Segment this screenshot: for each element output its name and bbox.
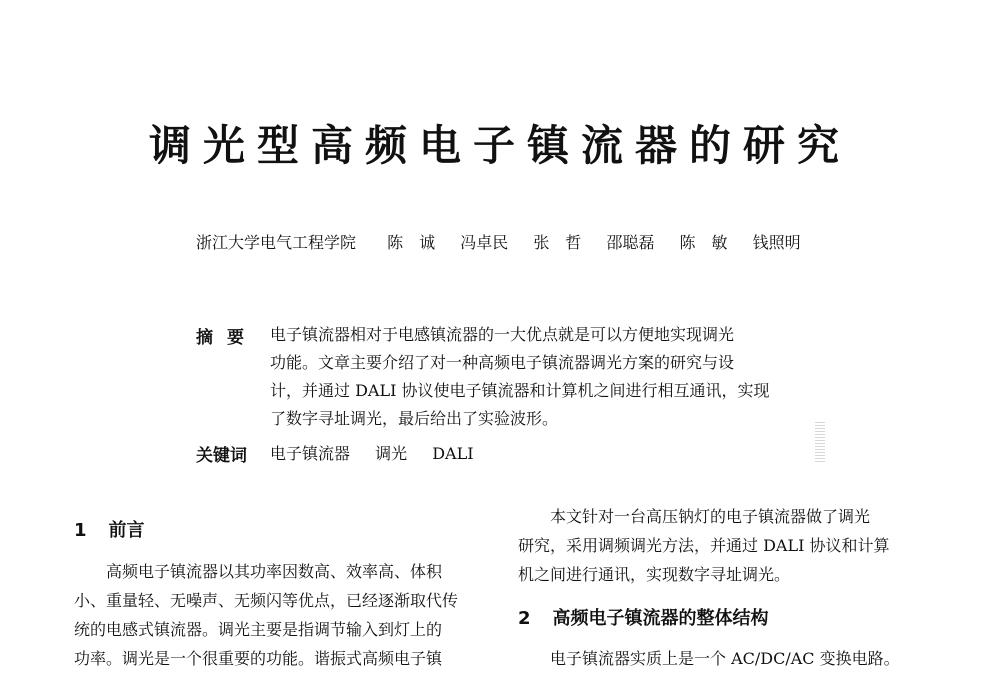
keyword: 电子镇流器 bbox=[270, 444, 351, 463]
section-1-heading bbox=[74, 516, 145, 542]
author-name: 钱照明 bbox=[752, 233, 801, 252]
section-title: 前言 bbox=[108, 520, 145, 541]
body-line: 小、重量轻、无噪声、无频闪等优点，已经逐渐取代传 bbox=[74, 591, 459, 610]
author-name: 陈 诚 bbox=[387, 233, 436, 252]
section-1-body bbox=[74, 557, 482, 673]
abstract-line: 功能。文章主要介绍了对一种高频电子镇流器调光方案的研究与设 bbox=[270, 353, 735, 372]
author-name: 邵聪磊 bbox=[606, 233, 655, 252]
section-2-heading bbox=[518, 604, 769, 630]
author-line bbox=[196, 232, 821, 254]
abstract-text bbox=[270, 321, 810, 433]
body-line: 研究，采用调频调光方法，并通过 DALI 协议和计算 bbox=[518, 536, 890, 555]
keyword: 调光 bbox=[375, 444, 408, 463]
author-name: 冯卓民 bbox=[460, 233, 509, 252]
keywords-label: 关键词 bbox=[196, 446, 247, 466]
body-line: 机之间进行通讯，实现数字寻址调光。 bbox=[518, 565, 791, 584]
affiliation: 浙江大学电气工程学院 bbox=[196, 233, 357, 252]
abstract-line: 电子镇流器相对于电感镇流器的一大优点就是可以方便地实现调光 bbox=[270, 325, 735, 344]
scan-artifact bbox=[815, 420, 825, 462]
keywords-list bbox=[270, 441, 494, 464]
keyword: DALI bbox=[432, 444, 474, 463]
right-intro-body bbox=[518, 502, 928, 589]
section-number: 1 bbox=[74, 520, 87, 541]
abstract-line: 计，并通过 DALI 协议使电子镇流器和计算机之间进行相互通讯，实现 bbox=[270, 381, 770, 400]
body-line: 功率。调光是一个很重要的功能。谐振式高频电子镇 bbox=[74, 649, 443, 668]
section-title: 高频电子镇流器的整体结构 bbox=[552, 608, 769, 629]
abstract-line: 了数字寻址调光，最后给出了实验波形。 bbox=[270, 409, 559, 428]
body-line: 本文针对一台高压钠灯的电子镇流器做了调光 bbox=[518, 507, 871, 526]
body-line: 电子镇流器实质上是一个 AC/DC/AC 变换电路。 bbox=[518, 649, 900, 668]
author-name: 张 哲 bbox=[533, 233, 582, 252]
abstract-label: 摘要 bbox=[196, 328, 258, 348]
paper-title: 调光型高频电子镇流器的研究 bbox=[148, 121, 851, 170]
body-line: 统的电感式镇流器。调光主要是指调节输入到灯上的 bbox=[74, 620, 443, 639]
author-name: 陈 敏 bbox=[679, 233, 728, 252]
section-number: 2 bbox=[518, 608, 531, 629]
body-line: 高频电子镇流器以其功率因数高、效率高、体积 bbox=[74, 562, 443, 581]
